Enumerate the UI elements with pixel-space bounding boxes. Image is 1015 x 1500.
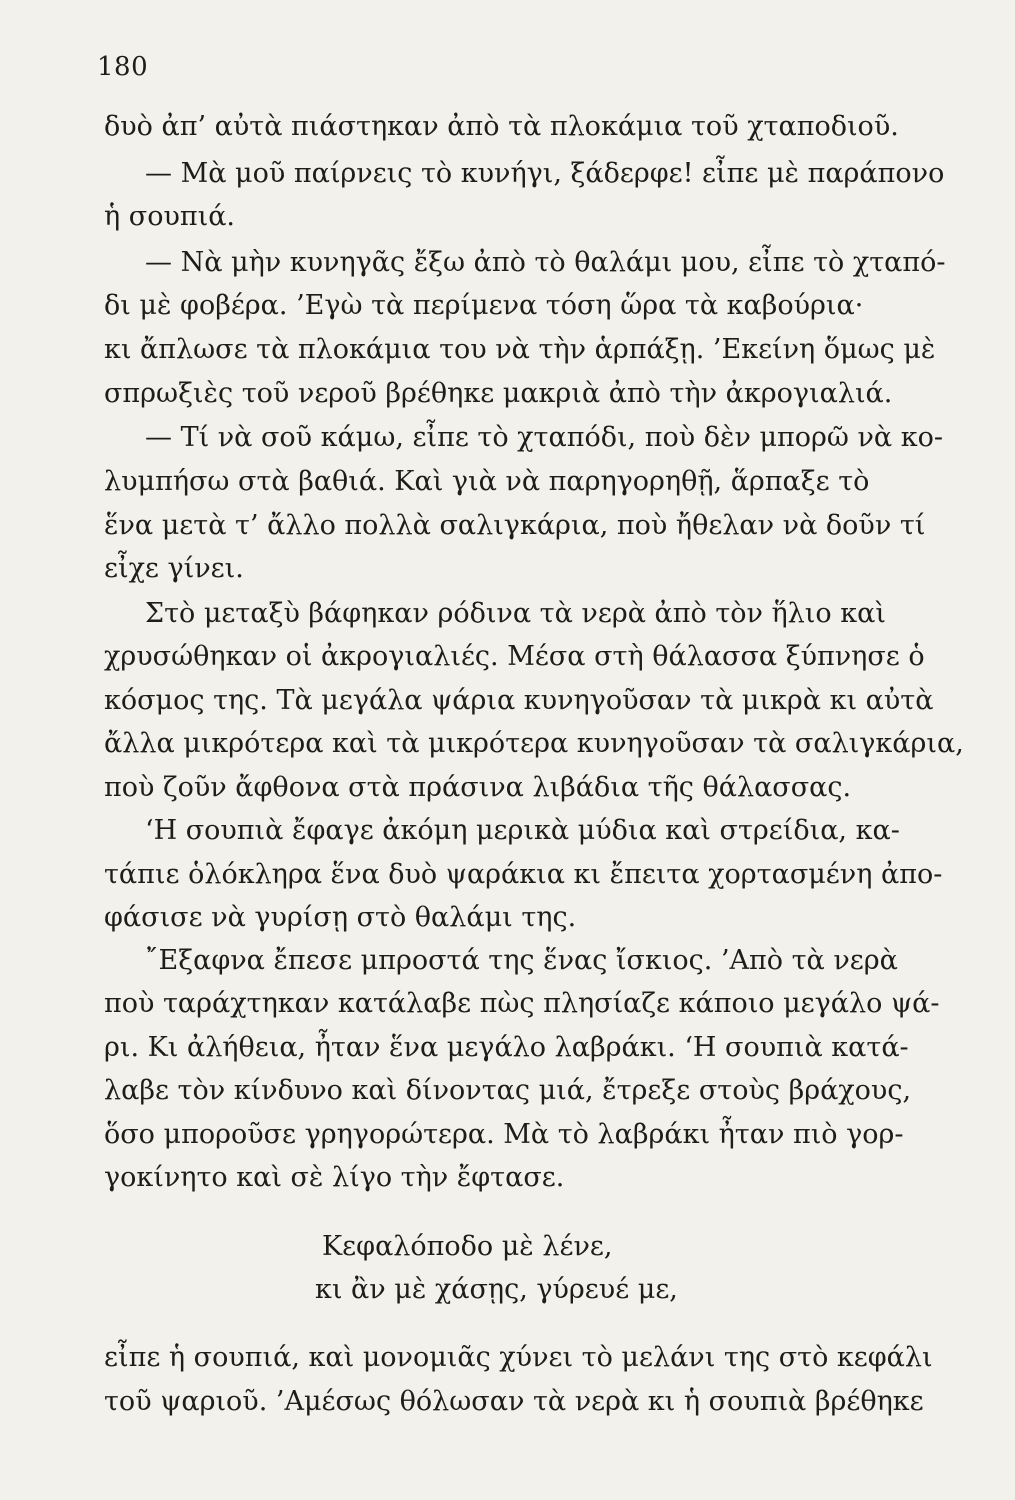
text-line: γοκίνητο καὶ σὲ λίγο τὴν ἔφτασε. [104,1162,565,1193]
text-line: ἕνα μετὰ τ’ ἄλλο πολλὰ σαλιγκάρια, ποὺ ἤθελαν νὰ δοῦν τί [104,510,926,541]
text-line: φάσισε νὰ γυρίσῃ στὸ θαλάμι της. [104,902,577,933]
text-line: σπρωξιὲς τοῦ νεροῦ βρέθηκε μακριὰ ἀπὸ τὴν ἀκρογιαλιά. [104,378,893,409]
verse-line: κι ἂν μὲ χάσῃς, γύρευέ με, [315,1274,678,1305]
text-line: λαβε τὸν κίνδυνο καὶ δίνοντας μιά, ἔτρεξε στοὺς βράχους, [104,1075,912,1106]
page-number: 180 [97,52,149,82]
text-line: τοῦ ψαριοῦ. ’Αμέσως θόλωσαν τὰ νερὰ κι ἡ σουπιὰ βρέθηκε [104,1386,924,1417]
verse-line: Κεφαλόποδο μὲ λένε, [322,1231,613,1262]
text-line: τάπιε ὁλόκληρα ἕνα δυὸ ψαράκια κι ἔπειτα χορτασμένη ἀπο- [104,859,943,890]
text-line: ‘Η σουπιὰ ἔφαγε ἀκόμη μερικὰ μύδια καὶ στρείδια, κα- [145,815,900,846]
text-line: ρι. Κι ἀλήθεια, ἦταν ἕνα μεγάλο λαβράκι. ‘Η σουπιὰ κατά- [104,1032,909,1063]
text-line: — Νὰ μὴν κυνηγᾶς ἔξω ἀπὸ τὸ θαλάμι μου, εἶπε τὸ χταπό- [145,247,946,278]
text-line: ῎Εξαφνα ἔπεσε μπροστά της ἕνας ἴσκιος. ’Απὸ τὰ νερὰ [145,945,898,976]
text-line: κι ἄπλωσε τὰ πλοκάμια του νὰ τὴν ἁρπάξῃ. ’Εκείνη ὅμως μὲ [104,334,936,365]
text-line: εἶχε γίνει. [104,553,244,584]
text-line: εἶπε ἡ σουπιά, καὶ μονομιᾶς χύνει τὸ μελάνι της στὸ κεφάλι [104,1342,933,1373]
text-line: λυμπήσω στὰ βαθιά. Καὶ γιὰ νὰ παρηγορηθῇ, ἅρπαξε τὸ [104,466,870,497]
text-line: ποὺ ζοῦν ἄφθονα στὰ πράσινα λιβάδια τῆς θάλασσας. [104,772,852,803]
text-line: δυὸ ἀπ’ αὐτὰ πιάστηκαν ἀπὸ τὰ πλοκάμια τοῦ χταποδιοῦ. [104,111,899,142]
text-line: — Μὰ μοῦ παίρνεις τὸ κυνήγι, ξάδερφε! εἶπε μὲ παράπονο [145,158,945,189]
text-line: χρυσώθηκαν οἱ ἀκρογιαλιές. Μέσα στὴ θάλασσα ξύπνησε ὁ [104,641,925,672]
text-line: ἄλλα μικρότερα καὶ τὰ μικρότερα κυνηγοῦσαν τὰ σαλιγκάρια, [104,728,964,759]
text-line: ἡ σουπιά. [104,201,236,232]
text-line: δι μὲ φοβέρα. ’Εγὼ τὰ περίμενα τόση ὥρα τὰ καβούρια· [104,290,864,321]
text-line: — Τί νὰ σοῦ κάμω, εἶπε τὸ χταπόδι, ποὺ δὲν μπορῶ νὰ κο- [145,422,943,453]
text-line: ὅσο μποροῦσε γρηγορώτερα. Μὰ τὸ λαβράκι ἦταν πιὸ γορ- [104,1119,904,1150]
text-line: Στὸ μεταξὺ βάφηκαν ρόδινα τὰ νερὰ ἀπὸ τὸν ἥλιο καὶ [145,598,886,629]
text-line: κόσμος της. Τὰ μεγάλα ψάρια κυνηγοῦσαν τὰ μικρὰ κι αὐτὰ [104,685,934,716]
text-line: ποὺ ταράχτηκαν κατάλαβε πὼς πλησίαζε κάποιο μεγάλο ψά- [104,988,940,1019]
